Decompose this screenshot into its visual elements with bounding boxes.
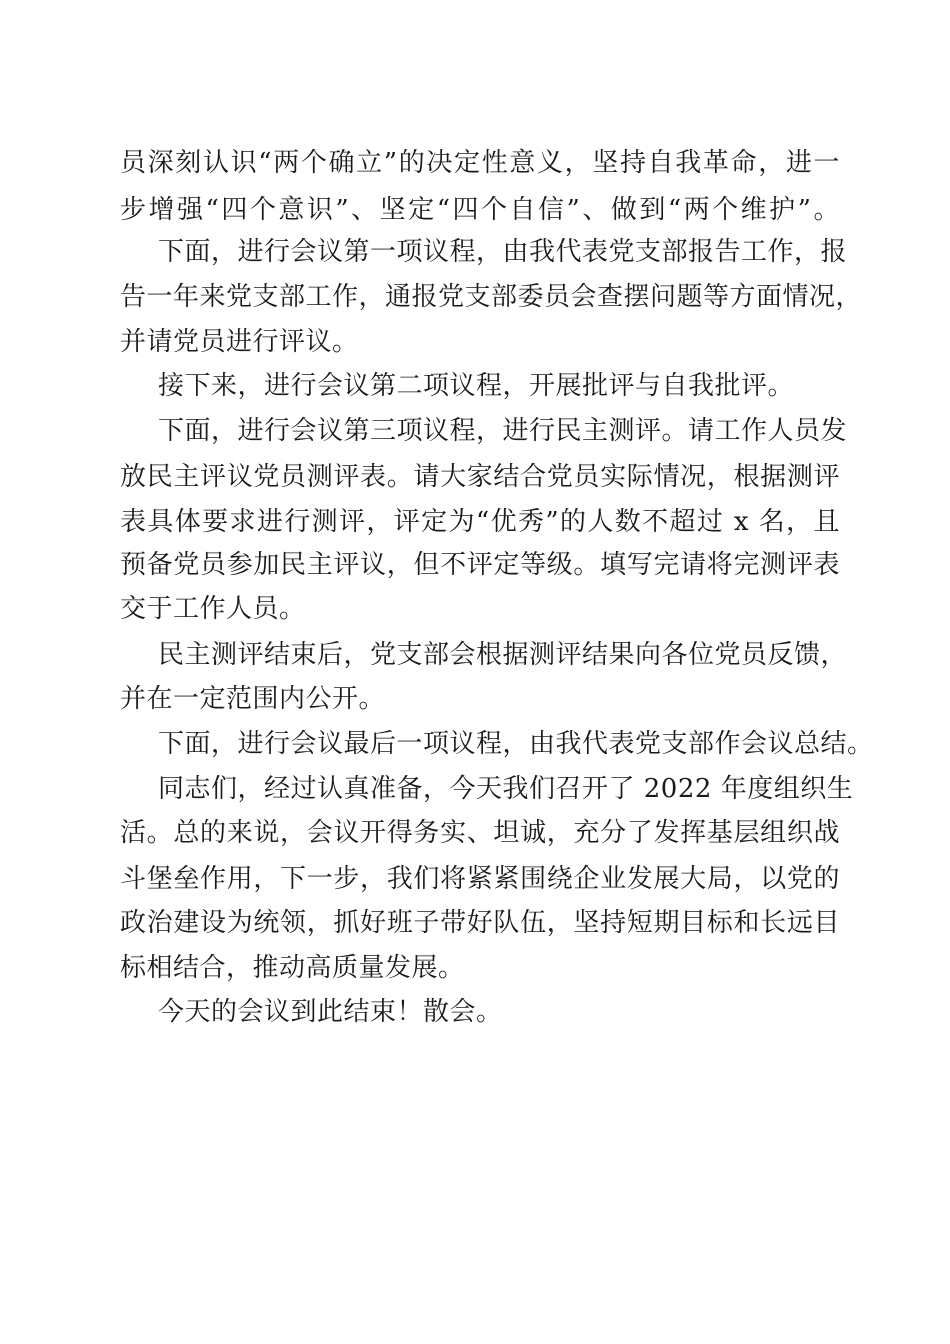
paragraph-line: 同志们，经过认真准备，今天我们召开了 2022 年度组织生 xyxy=(158,774,854,804)
paragraph-line: 民主测评结束后，党支部会根据测评结果向各位党员反馈， xyxy=(158,640,848,670)
paragraph-line: 下面，进行会议第一项议程，由我代表党支部报告工作，报 xyxy=(158,237,848,267)
paragraph-line: 下面，进行会议第三项议程，进行民主测评。请工作人员发 xyxy=(158,416,848,446)
paragraph-line: 接下来，进行会议第二项议程，开展批评与自我批评。 xyxy=(158,371,795,401)
text-line: 预备党员参加民主评议，但不评定等级。填写完请将完测评表 xyxy=(120,550,840,580)
text-line: 活。总的来说，会议开得务实、坦诚，充分了发挥基层组织战 xyxy=(120,818,840,848)
text-line: 告一年来党支部工作，通报党支部委员会查摆问题等方面情况， xyxy=(120,282,863,312)
paragraph-line: 下面，进行会议最后一项议程，由我代表党支部作会议总结。 xyxy=(158,729,874,759)
text-line: 并请党员进行评议。 xyxy=(120,327,359,357)
text-line: 员深刻认识“两个确立”的决定性意义，坚持自我革命，进一 xyxy=(120,148,840,178)
text-line: 放民主评议党员测评表。请大家结合党员实际情况，根据测评 xyxy=(120,462,840,492)
text-line: 步增强“四个意识”、坚定“四个自信”、做到“两个维护”。 xyxy=(120,195,840,225)
text-line: 标相结合，推动高质量发展。 xyxy=(120,953,465,983)
text-line: 斗堡垒作用，下一步，我们将紧紧围绕企业发展大局，以党的 xyxy=(120,864,840,894)
paragraph-line: 今天的会议到此结束！散会。 xyxy=(158,997,503,1027)
text-line: 表具体要求进行测评，评定为“优秀”的人数不超过 x 名，且 xyxy=(120,507,840,537)
text-line: 政治建设为统领，抓好班子带好队伍，坚持短期目标和长远目 xyxy=(120,908,840,938)
text-line: 交于工作人员。 xyxy=(120,594,306,624)
text-line: 并在一定范围内公开。 xyxy=(120,684,386,714)
